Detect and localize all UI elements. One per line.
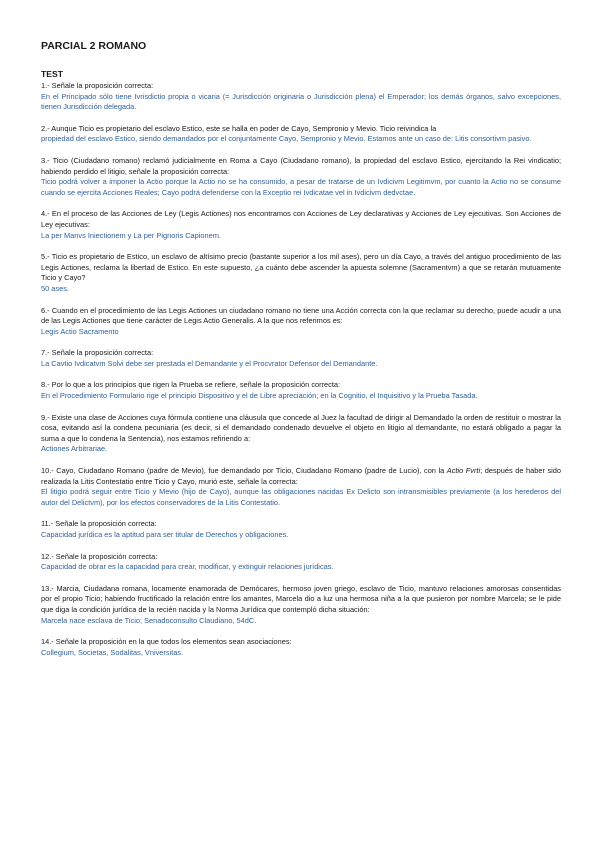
question-1 (41, 81, 561, 113)
question-text (41, 466, 561, 487)
question-text: 13.- Marcia, Ciudadana romana, locamente enamorada de Demócares, hermoso joven griego, esclavo de Ticio, mantuvo relaciones amorosas consentidas por el propio Ticio; habiendo fructificado la relación entre los amantes, Marcela dio a luz una hermosa niña a la que pusieron por nombre Marcela; se le pide que diga la condición jurídica de la recién nacida y la Norma Jurídica que contempló dicha situación: (41, 583, 561, 614)
answer-text: El litigio podrá seguir entre Ticio y Mevio (hijo de Cayo), aunque las obligaciones nacidas Ex Delicto son intransmisibles previamente (a los herederos del autor del Delictvm), por los efectos conservadores de la Litis Contestatio. (41, 487, 561, 507)
answer-text: Legis Actio Sacramento (41, 326, 119, 336)
question-14 (41, 637, 561, 658)
question-text: 14.- Señale la proposición en la que todos los elementos sean asociaciones: (41, 637, 292, 647)
question-10 (41, 466, 561, 508)
question-text: 6.- Cuando en el procedimiento de las Legis Actiones un ciudadano romano no tiene una Acción correcta con la que reclamar su derecho, puede acudir a una de las Legis Actiones que tiene carácter de Legis Actio Generalis. A la que nos referimos es: (41, 305, 561, 326)
answer-text: Ticio podrá volver a imponer la Actio porque la Actio no se ha consumido, a pesar de tratarse de un Ivdicivm Legitimvm, por cuanto la Actio no se consume cuando se ejercita Acciones Reales; Cayo podrá defenderse con la Exceptio rei Ivdicatae vel in Ivdicivm dedvctae. (41, 177, 561, 197)
answer-text: Capacidad de obrar es la capacidad para crear, modificar, y extinguir relaciones jurídicas. (41, 562, 334, 572)
answer-text: Collegium, Societas, Sodalitas, Vniversitas. (41, 647, 184, 657)
answer-text: En el Principado sólo tiene Ivrisdictio propia o vicaria (= Jurisdicción originaria o Jurisdicción plena) el Emperador; los demás órganos, salvo excepciones, tienen Jurisdicción delegada. (41, 91, 561, 112)
question-text: 4.- En el proceso de las Acciones de Ley (Legis Actiones) nos encontramos con Acciones de Ley declarativas y Acciones de Ley ejecutivas. Son Acciones de Ley ejecutivas: (41, 209, 561, 229)
question-text-part: ; después de haber sido realizada la Litis Contestatio entre Ticio y Cayo, murió este, señale la correcta: (41, 466, 562, 486)
question-6 (41, 306, 561, 338)
question-2 (41, 124, 561, 145)
question-7 (41, 348, 561, 369)
question-text: 1.- Señale la proposición correcta: (41, 81, 154, 90)
question-text: 3.- Ticio (Ciudadano romano) reclamó judicialmente en Roma a Cayo (Ciudadano romano), la propiedad del esclavo Estico, ejercitando la Rei vindicatio; habiendo perdido el litigio, señale la proposición correcta: (41, 155, 561, 176)
answer-text: Actiones Arbitrariae. (41, 444, 108, 454)
question-text-part: 10.- Cayo, Ciudadano Romano (padre de Mevio), fue demandado por Ticio, Ciudadano Romano (padre de Lucio), con la (41, 466, 447, 476)
question-text: 5.- Ticio es propietario de Estico, un esclavo de altísimo precio (bastante superior a los mil ases), pero un día Cayo, a través del antiguo procedimiento de las Legis Actiones, reclama la libertad de Estico. En este supuesto, ¿a cuánto debe ascender la apuesta solemne (Sacramentvm) a que se retarán mutuamente Ticio y Cayo? (41, 252, 561, 283)
question-4 (41, 209, 561, 241)
question-13 (41, 584, 561, 626)
question-text: 8.- Por lo que a los principios que rigen la Prueba se refiere, señale la proposición correcta: (41, 380, 341, 390)
test-heading: TEST (41, 69, 63, 79)
document-page (41, 40, 561, 669)
answer-text: 50 ases. (41, 283, 69, 293)
question-9 (41, 413, 561, 455)
answer-text: En el Procedimiento Formulario rige el principio Dispositivo y el de Libre apreciación; en la Cognitio, el Inquisitivo y la Prueba Tasada. (41, 391, 478, 401)
question-11 (41, 519, 561, 540)
answer-text: La Cavtio Ivdicatvm Solvi debe ser prestada el Demandante y el Procvrator Defensor del Demandante. (41, 358, 378, 368)
answer-text: propiedad del esclavo Estico, siendo demandados por el conjuntamente Cayo, Sempronio y Mevio. Estamos ante un caso de: Litis consortivm pasivo. (41, 134, 532, 144)
question-5 (41, 252, 561, 294)
question-3 (41, 156, 561, 198)
question-12 (41, 552, 561, 573)
question-text: 9.- Existe una clase de Acciones cuya fórmula contiene una cláusula que concede al Juez la facultad de dirigir al Demandado la orden de restituir o mostrar la cosa, evitando así la condena pecuniaria (es decir, si el demandado condenado devuelve el objeto en litigio al demandante, no estará obligado a pagar la suma a que lo condena la Sentencia), nos estamos refiriendo a: (41, 412, 561, 443)
answer-text: La per Manvs Iniectionem y La per Pignoris Capionem. (41, 230, 221, 240)
answer-text: Marcela nace esclava de Ticio; Senadoconsulto Claudiano, 54dC. (41, 615, 257, 625)
question-text-italic: Actio Fvrti (446, 466, 481, 476)
question-text: 12.- Señale la proposición correcta: (41, 551, 158, 561)
question-text: 2.- Aunque Ticio es propietario del esclavo Estico, este se halla en poder de Cayo, Sempronio y Mevio. Ticio reivindica la (41, 123, 437, 133)
question-8 (41, 380, 561, 401)
question-text: 7.- Señale la proposición correcta: (41, 348, 154, 358)
question-text: 11.- Señale la proposición correcta: (41, 519, 157, 529)
document-title: PARCIAL 2 ROMANO (41, 40, 147, 52)
answer-text: Capacidad jurídica es la aptitud para ser titular de Derechos y obligaciones. (41, 530, 289, 539)
